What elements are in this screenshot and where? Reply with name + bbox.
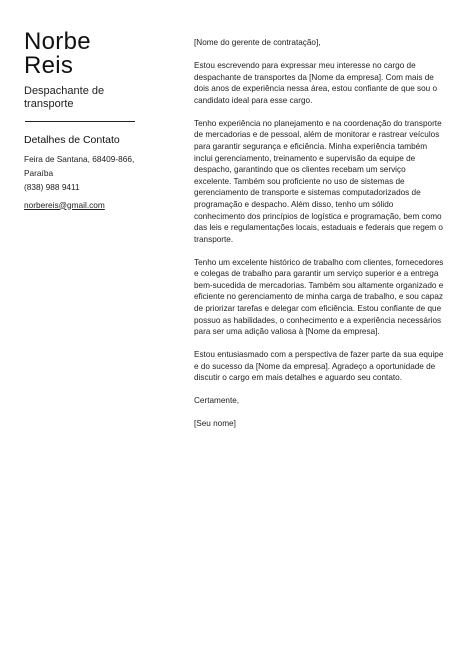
letter-paragraph: Tenho experiência no planejamento e na coordenação do transporte de mercadorias e de pessoal, além de monitorar e rastrear veículos para garantir segurança e eficiência. Minha experiência também inclui gerenciamento, treinamento e supervisão da equipe de despacho, garantindo que os clientes recebam um serviço excelente. Também sou proficiente no uso de sistemas de gerenciamento de transporte e sistemas computadorizados de programação e despacho. Além disso, tenho um sólido conhecimento dos princípios de logística e programação, bem como das leis e regulamentações locais, estaduais e federais que regem o transporte.: [194, 118, 443, 244]
letter-paragraph: Estou escrevendo para expressar meu interesse no cargo de despachante de transportes da [Nome da empresa]. Com mais de dois anos de experiência nessa área, estou confiante de que sou o candidato ideal para esse cargo.: [194, 60, 438, 105]
letter-paragraph: Tenho um excelente histórico de trabalho com clientes, fornecedores e colegas de trabalho para garantir um serviço superior e a entrega bem-sucedida de mercadorias. Também sou altamente organizado e eficiente no gerenciamento de minha carga de trabalho, e sou capaz de priorizar tarefas e delegar com eficiência. Estou confiante de que possuo as habilidades, o conhecimento e a experiência necessários para ser uma adição valiosa à [Nome da empresa].: [194, 257, 444, 337]
letter-closing: Certamente,: [194, 396, 240, 406]
last-name: Reis: [24, 52, 74, 79]
letter-paragraph: Estou entusiasmado com a perspectiva de fazer parte da sua equipe e do sucesso da [Nome da empresa]. Agradeço a oportunidade de discutir o cargo em mais detalhes e aguardo seu contato.: [194, 350, 444, 383]
letter-salutation: [Nome do gerente de contratação],: [194, 38, 321, 47]
contact-phone: (838) 988 9411: [24, 182, 80, 192]
contact-email-link[interactable]: norbereis@gmail.com: [24, 199, 105, 210]
sidebar: [24, 30, 136, 213]
contact-address: Feira de Santana, 68409-866, Paraíba: [24, 154, 135, 178]
first-name: Norbe: [24, 28, 91, 55]
letter-signature: [Seu nome]: [194, 419, 236, 429]
sidebar-divider: [25, 121, 135, 122]
contact-heading: Detalhes de Contato: [24, 134, 120, 146]
letter-body: [194, 37, 444, 441]
job-title: Despachante de transporte: [24, 85, 105, 110]
